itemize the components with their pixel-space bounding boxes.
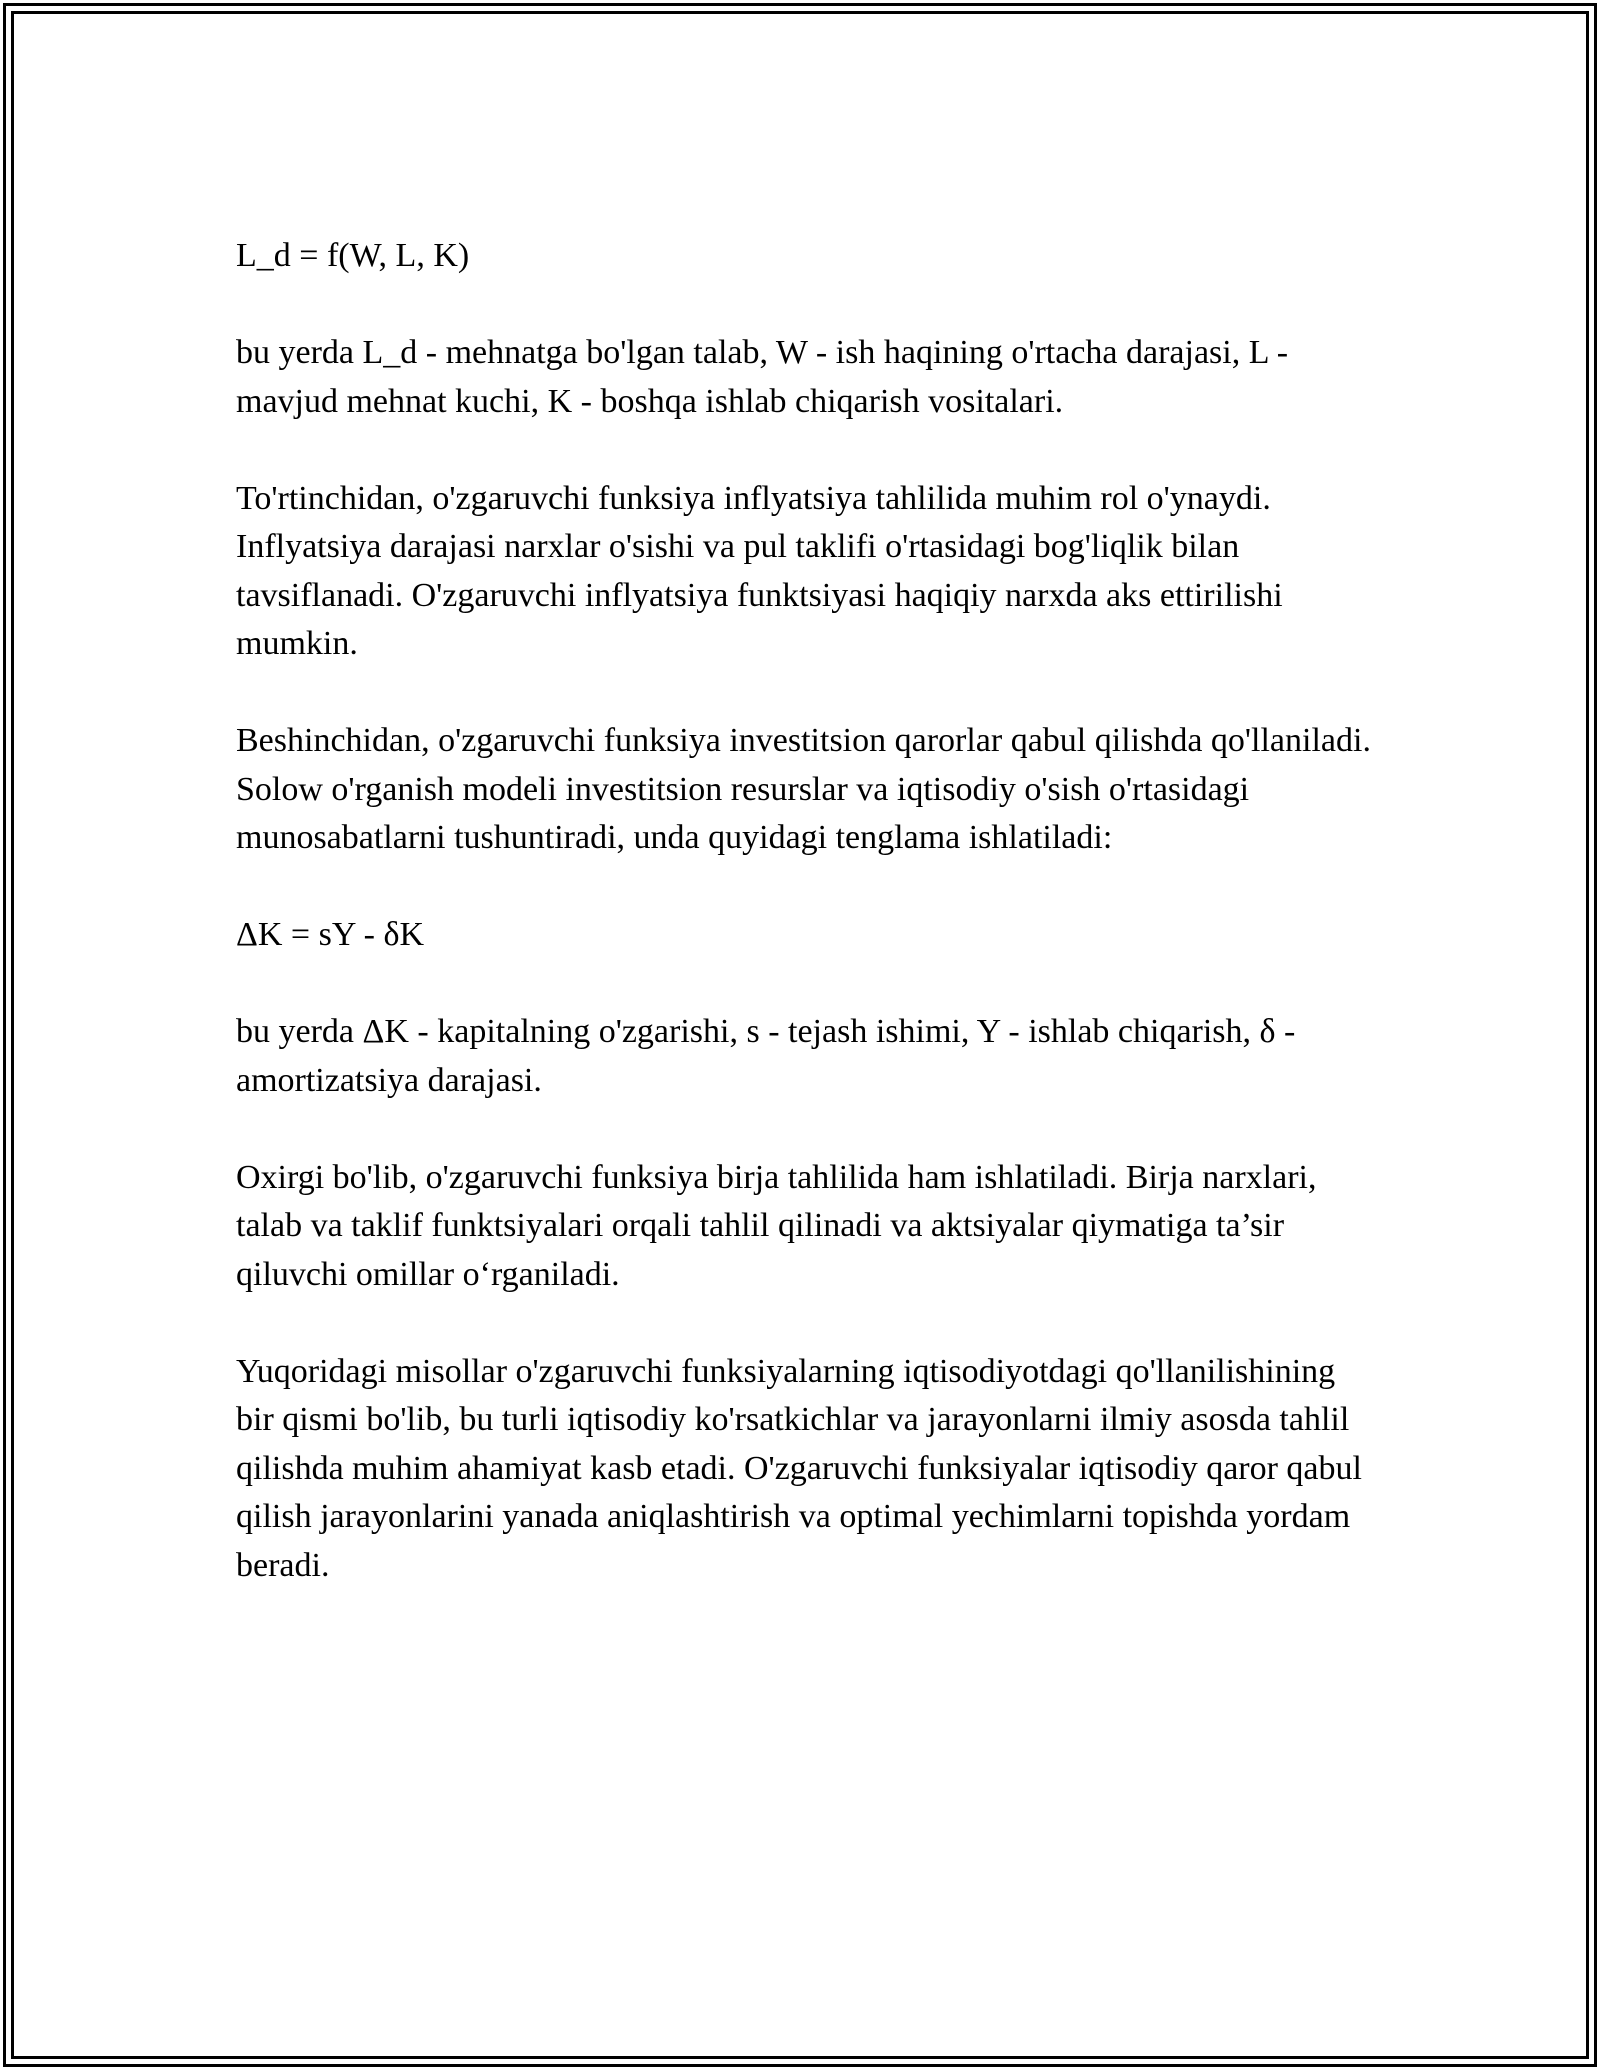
document-body <box>236 232 1376 1590</box>
paragraph-inflation: To'rtinchidan, o'zgaruvchi funksiya inflyatsiya tahlilida muhim rol o'ynaydi. Inflyatsiya darajasi narxlar o'sishi va pul taklifi o'rtasidagi bog'liqlik bilan tavsiflanadi. O'zgaruvchi inflyatsiya funktsiyasi haqiqiy narxda aks ettirilishi mumkin. <box>236 479 1283 662</box>
formula-labor-demand: L_d = f(W, L, K) <box>236 237 470 274</box>
paragraph-conclusion: Yuqoridagi misollar o'zgaruvchi funksiyalarning iqtisodiyotdagi qo'llanilishining bir qismi bo'lib, bu turli iqtisodiy ko'rsatkichlar va jarayonlarni ilmiy asosda tahlil qilishda muhim ahamiyat kasb etadi. O'zgaruvchi funksiyalar iqtisodiy qaror qabul qilish jarayonlarini yanada aniqlashtirish va optimal yechimlarni topishda yordam beradi. <box>236 1352 1362 1584</box>
formula-capital-change: ΔK = sY - δK <box>236 916 425 953</box>
paragraph-investment: Beshinchidan, o'zgaruvchi funksiya investitsion qarorlar qabul qilishda qo'llaniladi. Solow o'rganish modeli investitsion resurslar va iqtisodiy o'sish o'rtasidagi munosabatlarni tushuntiradi, unda quyidagi tenglama ishlatiladi: <box>236 722 1371 856</box>
paragraph-labor-demand-explanation: bu yerda L_d - mehnatga bo'lgan talab, W - ish haqining o'rtacha darajasi, L - mavjud mehnat kuchi, K - boshqa ishlab chiqarish vositalari. <box>236 334 1289 420</box>
paragraph-capital-explanation: bu yerda ΔK - kapitalning o'zgarishi, s - tejash ishimi, Y - ishlab chiqarish, δ - amortizatsiya darajasi. <box>236 1013 1296 1099</box>
paragraph-stock-market: Oxirgi bo'lib, o'zgaruvchi funksiya birja tahlilida ham ishlatiladi. Birja narxlari, talab va taklif funktsiyalari orqali tahlil qilinadi va aktsiyalar qiymatiga ta’sir qiluvchi omillar o‘rganiladi. <box>236 1158 1317 1293</box>
